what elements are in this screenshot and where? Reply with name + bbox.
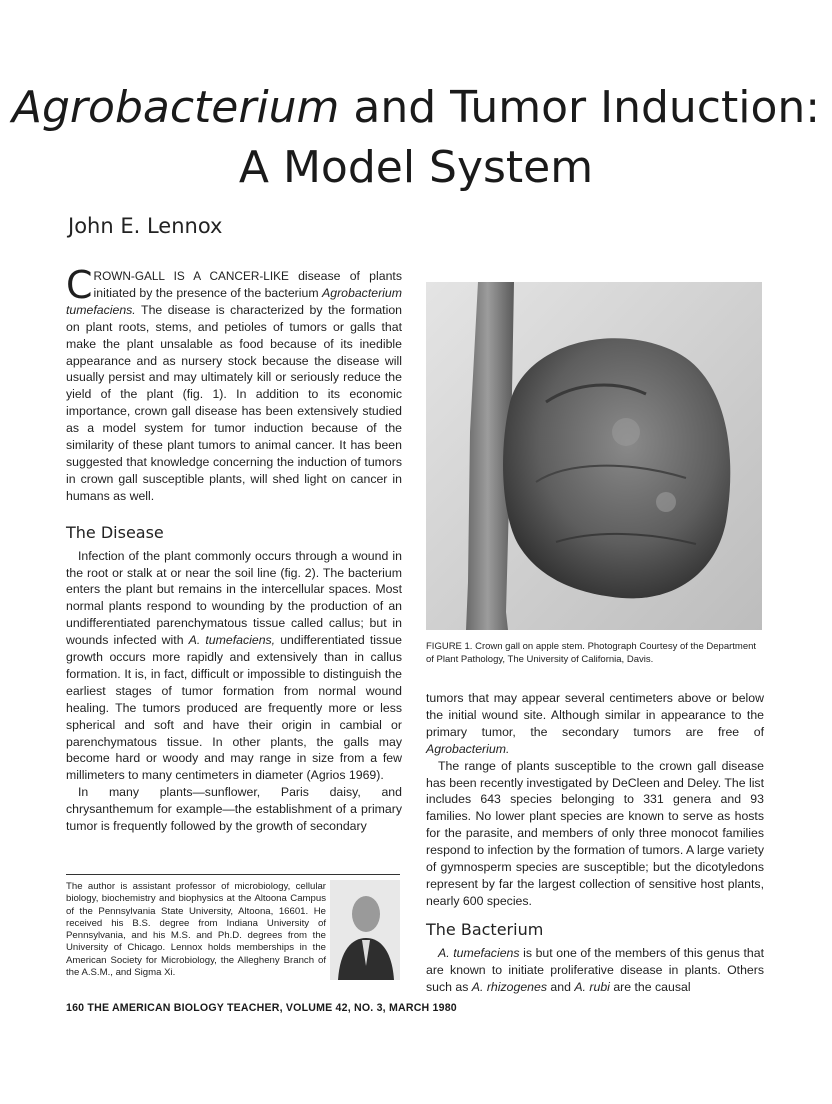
drop-cap: C — [66, 263, 93, 307]
author-name: John E. Lennox — [68, 214, 223, 238]
portrait-image — [330, 880, 400, 980]
page-footer: 160 THE AMERICAN BIOLOGY TEACHER, VOLUME 42, NO. 3, MARCH 1980 — [66, 1002, 457, 1014]
figure-caption: FIGURE 1. Crown gall on apple stem. Photograph Courtesy of the Department of Plant Pathology, The University of California, Davis. — [426, 641, 757, 665]
title-line2: A Model System — [238, 142, 594, 193]
intro-paragraph — [66, 263, 402, 505]
figure-1-photo — [426, 282, 762, 630]
intro-text-b: The disease is characterized by the formation on plant roots, stems, and petioles of tumors or galls that make the plant unsalable as food because of its inedible appearance and as nursery stock because the disease will usually persist and may ultimately kill or seriously reduce the yield of the plant (fig. 1). In addition to its economic importance, crown gall disease has been extensively studied as a model system for tumor induction because of the similarity of these plant tumors to animal cancer. It has been suggested that knowledge concerning the induction of tumors in crown gall susceptible plants, will shed light on cancer in humans as well. — [66, 302, 402, 503]
disease-italic: A. tumefaciens, — [188, 633, 276, 648]
intro-text-a: disease of plants initiated by the presence of the bacterium — [93, 269, 402, 300]
author-portrait — [330, 880, 400, 980]
bacterium-text-c: are the causal — [609, 979, 691, 994]
left-column — [66, 263, 402, 835]
bacterium-text-b: and — [547, 979, 575, 994]
crown-gall-photo — [426, 282, 762, 630]
col2-italic: Agrobacterium. — [426, 741, 510, 756]
bacterium-text-a: is but one of the members of this genus that are known to initiate proliferative disease in plants. Others such as — [426, 945, 764, 994]
intro-italic: Agrobacterium tumefaciens. — [66, 285, 402, 317]
bacterium-paragraph — [426, 945, 764, 996]
disease-text-b: undifferentiated tissue growth occurs more rapidly and extensively than in callus formation. It is, in fact, difficult or impossible to distinguish the earliest stages of tumor formation from normal wound healing. The tumors produced are frequently more or less spherical and soft and have their origin in cambial or parenchymatous tissue. In other plants, the galls may become hard or woody and may range in size from a few millimeters to many centimeters in diameter (Agrios 1969). — [66, 633, 402, 783]
title-line1-rest: and Tumor Induction: — [339, 82, 821, 133]
bacterium-italic-3: A. rubi — [574, 979, 610, 994]
article-title — [0, 78, 832, 198]
bacterium-italic-2: A. rhizogenes — [471, 979, 547, 994]
right-column — [426, 690, 764, 995]
disease-paragraph-2: In many plants—sunflower, Paris daisy, and chrysanthemum for example—the establishment of a primary tumor is frequently followed by the growth of secondary — [66, 785, 402, 834]
disease-text-a: Infection of the plant commonly occurs through a wound in the root or stalk at or near the soil line (fig. 2). The bacterium enters the plant but remains in the intercellular spaces. Most normal plants respond to wounding by the production of an undifferentiated parenchymatous tissue called callus; but in wounds infected with — [66, 548, 402, 648]
section-heading-disease: The Disease — [66, 522, 164, 542]
bio-divider — [66, 874, 400, 875]
lead-caps: ROWN-GALL IS A CANCER-LIKE — [93, 269, 289, 283]
author-bio: The author is assistant professor of microbiology, cellular biology, biochemistry and biophysics at the Altoona Campus of the Pennsylvania State University, Altoona, 16601. He received his B.S. degree from Indiana University of Pennsylvania, and his M.S. and Ph.D. degrees from the University of Chicago. Lennox holds memberships in the American Society for Microbiology, the Allegheny Branch of the A.S.M., and Sigma Xi. — [66, 881, 326, 979]
bacterium-italic-1: A. tumefaciens — [438, 945, 520, 960]
title-italic: Agrobacterium — [11, 82, 340, 133]
disease-paragraph-1 — [66, 548, 402, 785]
section-heading-bacterium: The Bacterium — [426, 919, 544, 939]
col2-paragraph-2: The range of plants susceptible to the crown gall disease has been recently investigated by DeCleen and Deley. The list includes 643 species belonging to 331 genera and 93 families. No lower plant species are known to serve as hosts for the parasite, and members of only three monocot families respond to infection by the formation of tumors. A large variety of gymnosperm species are susceptible; but the dicotyledons represent by far the largest collection of sensitive host plants, nearly 600 species. — [426, 758, 764, 908]
col2-paragraph-1 — [426, 690, 764, 758]
col2-text-a: tumors that may appear several centimeters above or below the initial wound site. Although similar in appearance to the primary tumor, the secondary tumors are free of — [426, 691, 764, 739]
